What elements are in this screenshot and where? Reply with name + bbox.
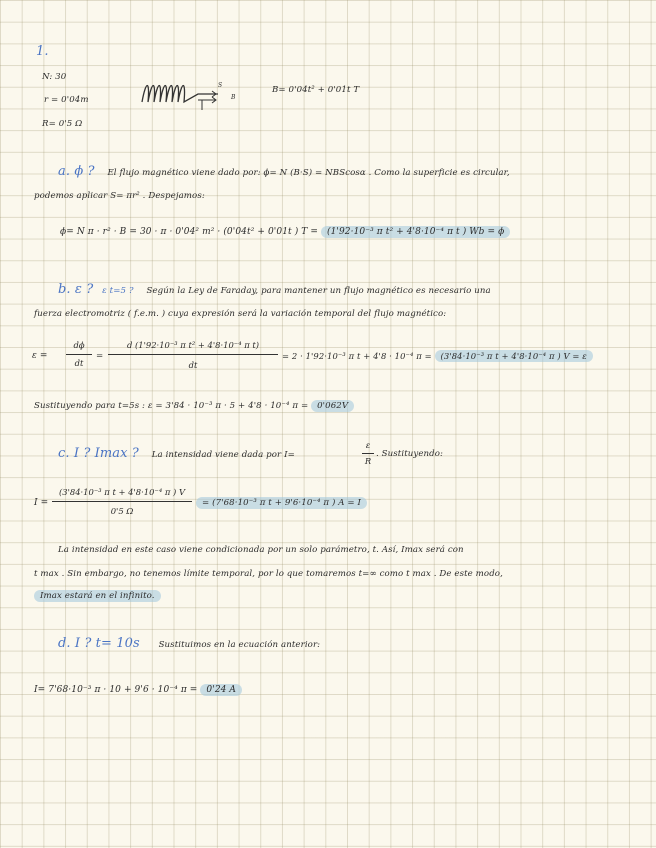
s-vector-label: S <box>218 82 223 89</box>
part-b-result: (3'84·10⁻³ π t + 4'8·10⁻⁴ π ) V = ε <box>435 350 593 362</box>
part-c-tag: c. I ? Imax ? <box>58 446 139 461</box>
part-c-line1: La intensidad viene dada por I= <box>151 450 295 460</box>
part-c-eq-lhs: I = <box>34 498 49 508</box>
part-d-text: Sustituimos en la ecuación anterior: <box>158 640 321 650</box>
fraction-bar <box>362 453 374 454</box>
part-b-tag-sub: ε t=5 ? <box>102 286 134 296</box>
part-d-tag: d. I ? t= 10s <box>58 636 140 651</box>
part-b-line2: fuerza electromotriz ( f.e.m. ) cuya expresión será la variación temporal del flujo magnético: <box>34 309 447 319</box>
i-frac-num: ε <box>365 440 371 450</box>
given-radius: r = 0'04m <box>44 95 89 105</box>
part-c-eq-den: 0'5 Ω <box>110 506 134 516</box>
b-vector-label: B <box>231 94 236 101</box>
part-b-eps: ε = <box>32 351 48 361</box>
field-equation: B= 0'04t² + 0'01t T <box>272 85 360 95</box>
part-b-tag: b. ε ? <box>58 282 94 297</box>
fraction-bar <box>108 354 278 355</box>
part-b-substitution: Sustituyendo para t=5s : ε = 3'84 · 10⁻³ π · 5 + 4'8 · 10⁻⁴ π = <box>34 401 309 411</box>
part-a-tag: a. ϕ ? <box>58 164 95 179</box>
part-a-line1: El flujo magnético viene dado por: ϕ= N (B·S) = NBScosα . Como la superficie es circular, <box>107 168 510 178</box>
part-b-subst-result: 0'062V <box>311 400 354 412</box>
dphi-denominator: dt <box>74 358 84 368</box>
dphi-numerator: dϕ <box>73 340 85 350</box>
given-n: N: 30 <box>42 72 67 82</box>
problem-number: 1. <box>36 44 49 59</box>
given-resistance: R= 0'5 Ω <box>42 119 83 129</box>
part-b-line1: Según la Ley de Faraday, para mantener un flujo magnético es necesario una <box>146 286 491 296</box>
part-c-para3: Imax estará en el infinito. <box>34 590 161 602</box>
part-d-equation: I= 7'68·10⁻³ π · 10 + 9'6 · 10⁻⁴ π = <box>34 685 198 695</box>
part-d-result: 0'24 A <box>200 684 242 696</box>
derivative-numerator: d (1'92·10⁻³ π t² + 4'8·10⁻⁴ π t) <box>126 340 260 350</box>
part-c-result: = (7'68·10⁻³ π t + 9'6·10⁻⁴ π ) A = I <box>196 497 367 509</box>
part-a-line2: podemos aplicar S= πr² . Despejamos: <box>34 191 205 201</box>
derivative-denominator: dt <box>188 360 198 370</box>
fraction-bar <box>52 501 192 502</box>
equals-sign: = <box>96 351 104 361</box>
part-c-line1-end: . Sustituyendo: <box>376 449 444 459</box>
part-c-para2: t max . Sin embargo, no tenemos límite temporal, por lo que tomaremos t=∞ como t max . De este modo, <box>34 569 503 579</box>
part-b-mid: = 2 · 1'92·10⁻³ π t + 4'8 · 10⁻⁴ π = <box>282 351 432 361</box>
i-frac-den: R <box>364 456 372 466</box>
part-c-para1: La intensidad en este caso viene condicionada por un solo parámetro, t. Así, Imax será con <box>58 545 464 555</box>
part-a-result: (1'92·10⁻³ π t² + 4'8·10⁻⁴ π t ) Wb = ϕ <box>321 226 510 238</box>
fraction-bar <box>66 354 92 355</box>
part-a-equation: ϕ= N π · r² · B = 30 · π · 0'04² m² · (0'04t² + 0'01t ) T = <box>60 227 318 237</box>
part-c-eq-num: (3'84·10⁻³ π t + 4'8·10⁻⁴ π ) V <box>58 487 186 497</box>
